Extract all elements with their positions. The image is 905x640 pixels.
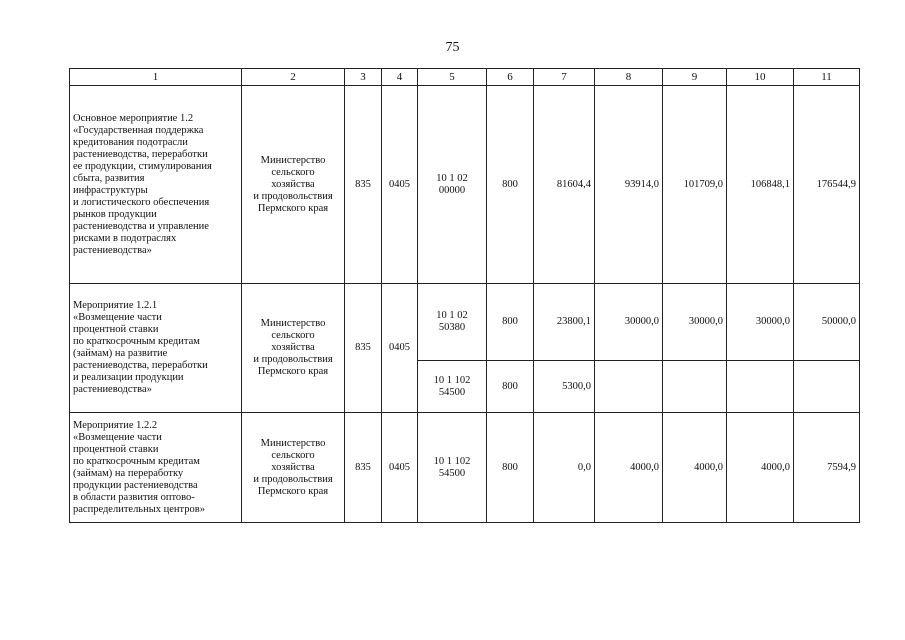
expense-type-code: 800 xyxy=(487,86,534,284)
value-col8: 30000,0 xyxy=(595,284,663,361)
header-cell: 7 xyxy=(534,69,595,86)
activity-name: Мероприятие 1.2.1 «Возмещение части процентной ставки по краткосрочным кредитам (займам) на развитие растениеводства, переработки и реализации продукции растениеводства» xyxy=(70,284,242,413)
empty-cell xyxy=(727,361,794,413)
value-col7: 23800,1 xyxy=(534,284,595,361)
header-cell: 11 xyxy=(794,69,860,86)
value-col9: 4000,0 xyxy=(663,413,727,523)
value-col10: 106848,1 xyxy=(727,86,794,284)
value-col7: 0,0 xyxy=(534,413,595,523)
executor: Министерство сельского хозяйства и продовольствия Пермского края xyxy=(242,86,345,284)
expense-type-code: 800 xyxy=(487,413,534,523)
section-code: 0405 xyxy=(382,413,418,523)
grbs-code: 835 xyxy=(345,86,382,284)
activity-name: Мероприятие 1.2.2 «Возмещение части процентной ставки по краткосрочным кредитам (займам) на переработку продукции растениеводства в области развития оптово- распределительных центров» xyxy=(70,413,242,523)
empty-cell xyxy=(663,361,727,413)
expense-type-code: 800 xyxy=(487,284,534,361)
value-col11: 50000,0 xyxy=(794,284,860,361)
target-article-code: 10 1 02 50380 xyxy=(418,284,487,361)
table-row xyxy=(70,284,860,361)
activity-name: Основное мероприятие 1.2 «Государственная поддержка кредитования подотрасли растениеводства, переработки ее продукции, стимулирования сбыта, развития инфраструктуры и логистического обеспечения рынков продукции растениеводства и управление рисками в подотраслях растениеводства» xyxy=(70,86,242,284)
header-cell: 5 xyxy=(418,69,487,86)
header-cell: 10 xyxy=(727,69,794,86)
value-col10: 4000,0 xyxy=(727,413,794,523)
grbs-code: 835 xyxy=(345,284,382,413)
value-col11: 176544,9 xyxy=(794,86,860,284)
grbs-code: 835 xyxy=(345,413,382,523)
header-cell: 8 xyxy=(595,69,663,86)
section-code: 0405 xyxy=(382,86,418,284)
value-col9: 30000,0 xyxy=(663,284,727,361)
value-col7: 5300,0 xyxy=(534,361,595,413)
value-col9: 101709,0 xyxy=(663,86,727,284)
value-col7: 81604,4 xyxy=(534,86,595,284)
header-cell: 6 xyxy=(487,69,534,86)
executor: Министерство сельского хозяйства и продовольствия Пермского края xyxy=(242,413,345,523)
target-article-code: 10 1 102 54500 xyxy=(418,361,487,413)
header-cell: 2 xyxy=(242,69,345,86)
header-cell: 1 xyxy=(70,69,242,86)
value-col11: 7594,9 xyxy=(794,413,860,523)
header-cell: 9 xyxy=(663,69,727,86)
value-col8: 93914,0 xyxy=(595,86,663,284)
value-col10: 30000,0 xyxy=(727,284,794,361)
budget-table xyxy=(69,68,860,523)
executor: Министерство сельского хозяйства и продовольствия Пермского края xyxy=(242,284,345,413)
value-col8: 4000,0 xyxy=(595,413,663,523)
empty-cell xyxy=(595,361,663,413)
header-row xyxy=(70,69,860,86)
page-number: 75 xyxy=(445,40,460,55)
empty-cell xyxy=(794,361,860,413)
target-article-code: 10 1 02 00000 xyxy=(418,86,487,284)
table-row xyxy=(70,413,860,523)
header-cell: 3 xyxy=(345,69,382,86)
section-code: 0405 xyxy=(382,284,418,413)
expense-type-code: 800 xyxy=(487,361,534,413)
header-cell: 4 xyxy=(382,69,418,86)
table-row xyxy=(70,86,860,284)
target-article-code: 10 1 102 54500 xyxy=(418,413,487,523)
